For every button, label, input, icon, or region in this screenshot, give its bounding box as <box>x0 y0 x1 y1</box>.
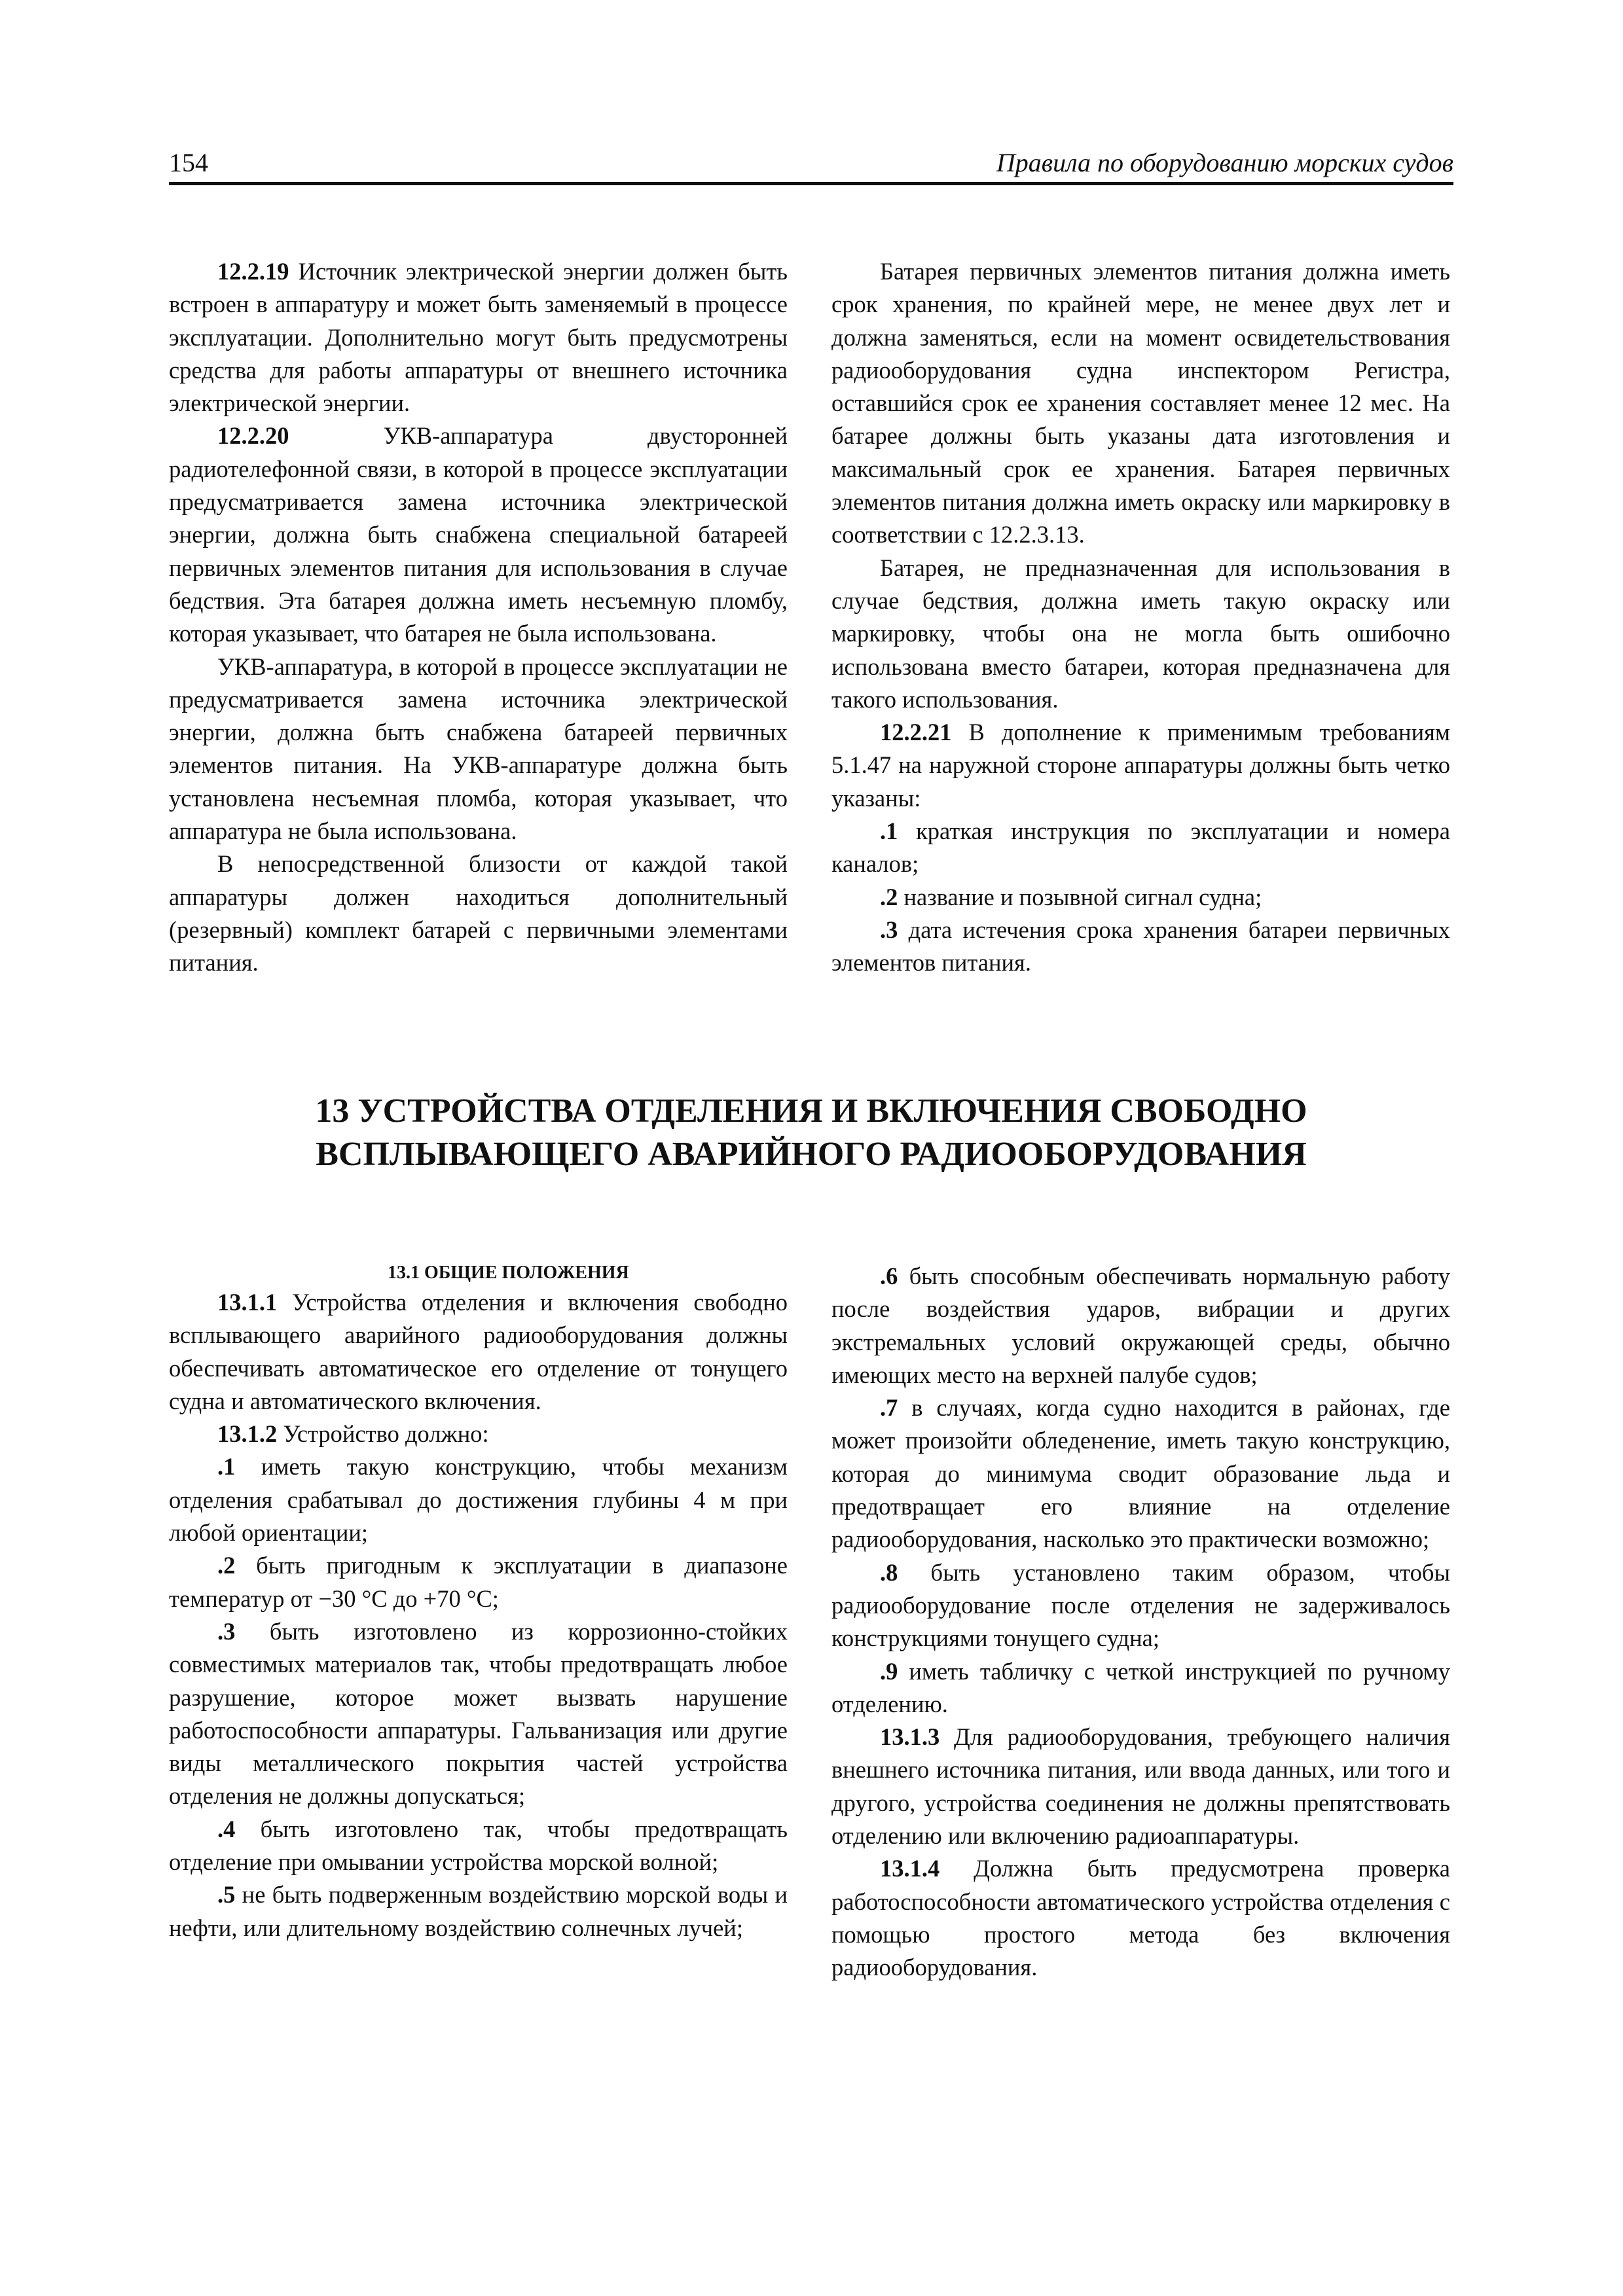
paragraph: УКВ-аппаратура, в которой в процессе эксплуатации не предусматривается замена источника электрической энергии, должна быть снабжена батареей первичных элементов питания. На УКВ-аппаратуре должна быть установлена несъемная пломба, которая указывает, что аппаратура не была использована. <box>169 653 788 845</box>
paragraph: 13.1.1 Устройства отделения и включения свободно всплывающего аварийного радиооборудования должны обеспечивать автоматическое его отделение от тонущего судна и автоматического включения. <box>169 1289 788 1414</box>
paragraph: 13.1.2 Устройство должно: <box>217 1420 489 1448</box>
clause-number: 13.1.4 <box>880 1855 940 1882</box>
clause-number: 12.2.20 <box>217 422 289 450</box>
section-13-left-column <box>169 1260 788 1945</box>
item-number: .1 <box>217 1453 236 1480</box>
item-number: .3 <box>217 1617 236 1645</box>
paragraph: Батарея, не предназначенная для использования в случае бедствия, должна иметь такую окраску или маркировку, чтобы она не могла быть ошибочно использована вместо батареи, которая предназначена для такого использования. <box>831 554 1450 713</box>
item-number: .4 <box>217 1815 236 1842</box>
list-item: .1 краткая инструкция по эксплуатации и номера каналов; <box>831 817 1450 878</box>
page-number: 154 <box>169 148 208 177</box>
section-12-right-column <box>831 255 1450 980</box>
item-number: .9 <box>880 1657 898 1685</box>
list-item: .3 дата истечения срока хранения батареи первичных элементов питания. <box>831 916 1450 977</box>
list-item: .7 в случаях, когда судно находится в районах, где может произойти обледенение, иметь такую конструкцию, которая до минимума сводит образование льда и предотвращает его влияние на отделение радиооборудования, насколько это практически возможно; <box>831 1394 1450 1553</box>
paragraph: Батарея первичных элементов питания должна иметь срок хранения, по крайней мере, не менее двух лет и должна заменяться, если на момент освидетельствования радиооборудования судна инспектором Регистра, оставшийся срок ее хранения составляет менее 12 мес. На батарее должны быть указаны дата изготовления и максимальный срок ее хранения. Батарея первичных элементов питания должна иметь окраску или маркировку в соответствии с 12.2.3.13. <box>831 258 1450 548</box>
chapter-heading-line-2: ВСПЛЫВАЮЩЕГО АВАРИЙНОГО РАДИООБОРУДОВАНИЯ <box>316 1136 1307 1173</box>
clause-number: 13.1.1 <box>217 1289 278 1316</box>
item-number: .1 <box>880 817 898 845</box>
chapter-heading <box>169 1090 1453 1176</box>
list-item: .5 не быть подверженным воздействию морской воды и нефти, или длительному воздействию солнечных лучей; <box>169 1881 788 1941</box>
section-13-right-column <box>831 1260 1450 1984</box>
item-number: .8 <box>880 1558 898 1586</box>
section-subheading: 13.1 ОБЩИЕ ПОЛОЖЕНИЯ <box>388 1263 629 1283</box>
clause-number: 12.2.21 <box>880 719 952 746</box>
list-item: .8 быть установлено таким образом, чтобы радиооборудование после отделения не задерживалось конструкциями тонущего судна; <box>831 1558 1450 1652</box>
list-item: .3 быть изготовлено из коррозионно-стойких совместимых материалов так, чтобы предотвращать любое разрушение, которое может вызвать нарушение работоспособности аппаратуры. Гальванизация или другие виды металлического покрытия частей устройства отделения не должны допускаться; <box>169 1617 788 1810</box>
item-number: .7 <box>880 1394 898 1422</box>
page-header <box>169 145 1453 185</box>
chapter-heading-line-1: 13 УСТРОЙСТВА ОТДЕЛЕНИЯ И ВКЛЮЧЕНИЯ СВОБОДНО <box>315 1092 1307 1130</box>
clause-number: 12.2.19 <box>217 258 289 285</box>
paragraph: 13.1.3 Для радиооборудования, требующего наличия внешнего источника питания, или ввода данных, или того и другого, устройства соединения не должны препятствовать отделению или включению радиоаппаратуры. <box>831 1723 1450 1850</box>
list-item: .9 иметь табличку с четкой инструкцией по ручному отделению. <box>831 1657 1450 1717</box>
item-number: .2 <box>217 1552 236 1579</box>
list-item: .2 быть пригодным к эксплуатации в диапазоне температур от −30 °С до +70 °С; <box>169 1552 788 1612</box>
item-number: .3 <box>880 916 898 943</box>
list-item: .2 название и позывной сигнал судна; <box>880 883 1262 910</box>
paragraph: В непосредственной близости от каждой такой аппаратуры должен находиться дополнительный (резервный) комплект батарей с первичными элементами питания. <box>169 850 788 977</box>
clause-number: 13.1.3 <box>880 1723 940 1751</box>
clause-number: 13.1.2 <box>217 1420 278 1448</box>
item-number: .5 <box>217 1881 236 1909</box>
list-item: .4 быть изготовлено так, чтобы предотвращать отделение при омывании устройства морской волной; <box>169 1815 788 1876</box>
list-item: .6 быть способным обеспечивать нормальную работу после воздействия ударов, вибрации и других экстремальных условий окружающей среды, обычно имеющих место на верхней палубе судов; <box>831 1263 1450 1388</box>
paragraph: 12.2.20 УКВ-аппаратура двусторонней радиотелефонной связи, в которой в процессе эксплуатации предусматривается замена источника электрической энергии, должна быть снабжена специальной батареей первичных элементов питания для использования в случае бедствия. Эта батарея должна иметь несъемную пломбу, которая указывает, что батарея не была использована. <box>169 422 788 647</box>
item-number: .6 <box>880 1263 898 1289</box>
paragraph: 12.2.21 В дополнение к применимым требованиям 5.1.47 на наружной стороне аппаратуры должны быть четко указаны: <box>831 719 1450 812</box>
paragraph: 12.2.19 Источник электрической энергии должен быть встроен в аппаратуру и может быть заменяемый в процессе эксплуатации. Дополнительно могут быть предусмотрены средства для работы аппаратуры от внешнего источника электрической энергии. <box>169 258 788 417</box>
paragraph: 13.1.4 Должна быть предусмотрена проверка работоспособности автоматического устройства отделения с помощью простого метода без включения радиооборудования. <box>831 1855 1450 1981</box>
section-12-left-column <box>169 255 788 980</box>
running-title: Правила по оборудованию морских судов <box>996 148 1453 177</box>
item-number: .2 <box>880 883 898 910</box>
list-item: .1 иметь такую конструкцию, чтобы механизм отделения срабатывал до достижения глубины 4 м при любой ориентации; <box>169 1453 788 1547</box>
